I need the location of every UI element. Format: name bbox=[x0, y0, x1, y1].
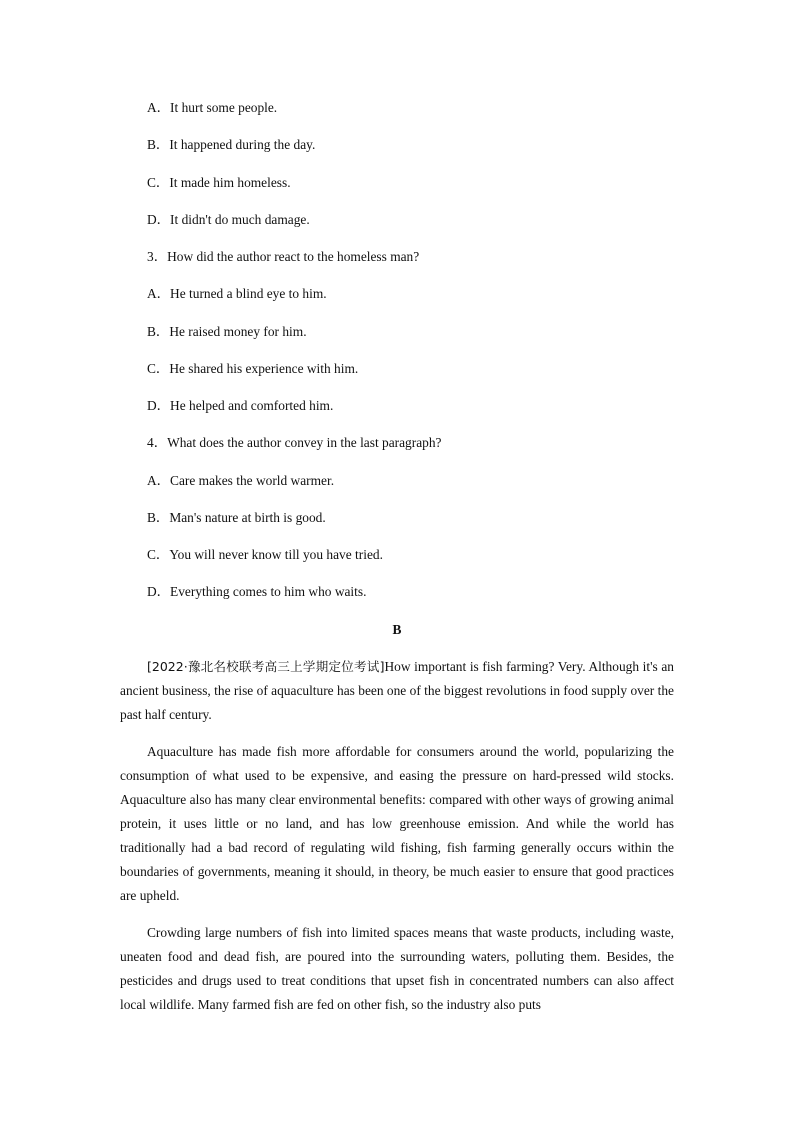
option-q4-b: B．Man's nature at birth is good. bbox=[147, 510, 326, 525]
option-q3-c: C．He shared his experience with him. bbox=[147, 361, 359, 376]
passage-source: [2022·豫北名校联考高三上学期定位考试] bbox=[147, 659, 385, 674]
question-3: 3．How did the author react to the homeless man? bbox=[147, 249, 420, 264]
option-q2-b: B．It happened during the day. bbox=[147, 137, 316, 152]
passage-paragraph-1-text: How important is fish farming? Very. Although it's an ancient business, the rise of aquaculture has been one of the biggest revolutions in food supply over the past half century. bbox=[120, 659, 674, 722]
passage-paragraph-2: Aquaculture has made fish more affordable for consumers around the world, popularizing the consumption of what used to be expensive, and easing the pressure on hard-pressed wild stocks. Aquaculture also has many clear environmental benefits: compared with other ways of growing animal protein, it uses little or no land, and has low greenhouse emission. And while the world has traditionally had a bad record of regulating wild fishing, fish farming generally occurs within the boundaries of governments, meaning it should, in theory, be much easier to ensure that good practices are upheld. bbox=[120, 744, 674, 903]
passage-paragraph-3: Crowding large numbers of fish into limited spaces means that waste products, including waste, uneaten food and dead fish, are poured into the surrounding waters, polluting them. Besides, the pesticides and drugs used to treat conditions that upset fish in concentrated numbers can also affect local wildlife. Many farmed fish are fed on other fish, so the industry also puts bbox=[120, 925, 674, 1012]
option-q2-d: D．It didn't do much damage. bbox=[147, 212, 310, 227]
passage-paragraph-1 bbox=[120, 655, 674, 727]
option-q3-d: D．He helped and comforted him. bbox=[147, 398, 334, 413]
section-heading: B bbox=[392, 622, 402, 637]
option-q4-a: A．Care makes the world warmer. bbox=[147, 473, 335, 488]
option-q2-a: A．It hurt some people. bbox=[147, 100, 278, 115]
option-q3-a: A．He turned a blind eye to him. bbox=[147, 286, 327, 301]
option-q4-c: C．You will never know till you have tried. bbox=[147, 547, 383, 562]
option-q4-d: D．Everything comes to him who waits. bbox=[147, 584, 367, 599]
question-4: 4．What does the author convey in the last paragraph? bbox=[147, 435, 442, 450]
option-q3-b: B．He raised money for him. bbox=[147, 324, 307, 339]
option-q2-c: C．It made him homeless. bbox=[147, 175, 291, 190]
